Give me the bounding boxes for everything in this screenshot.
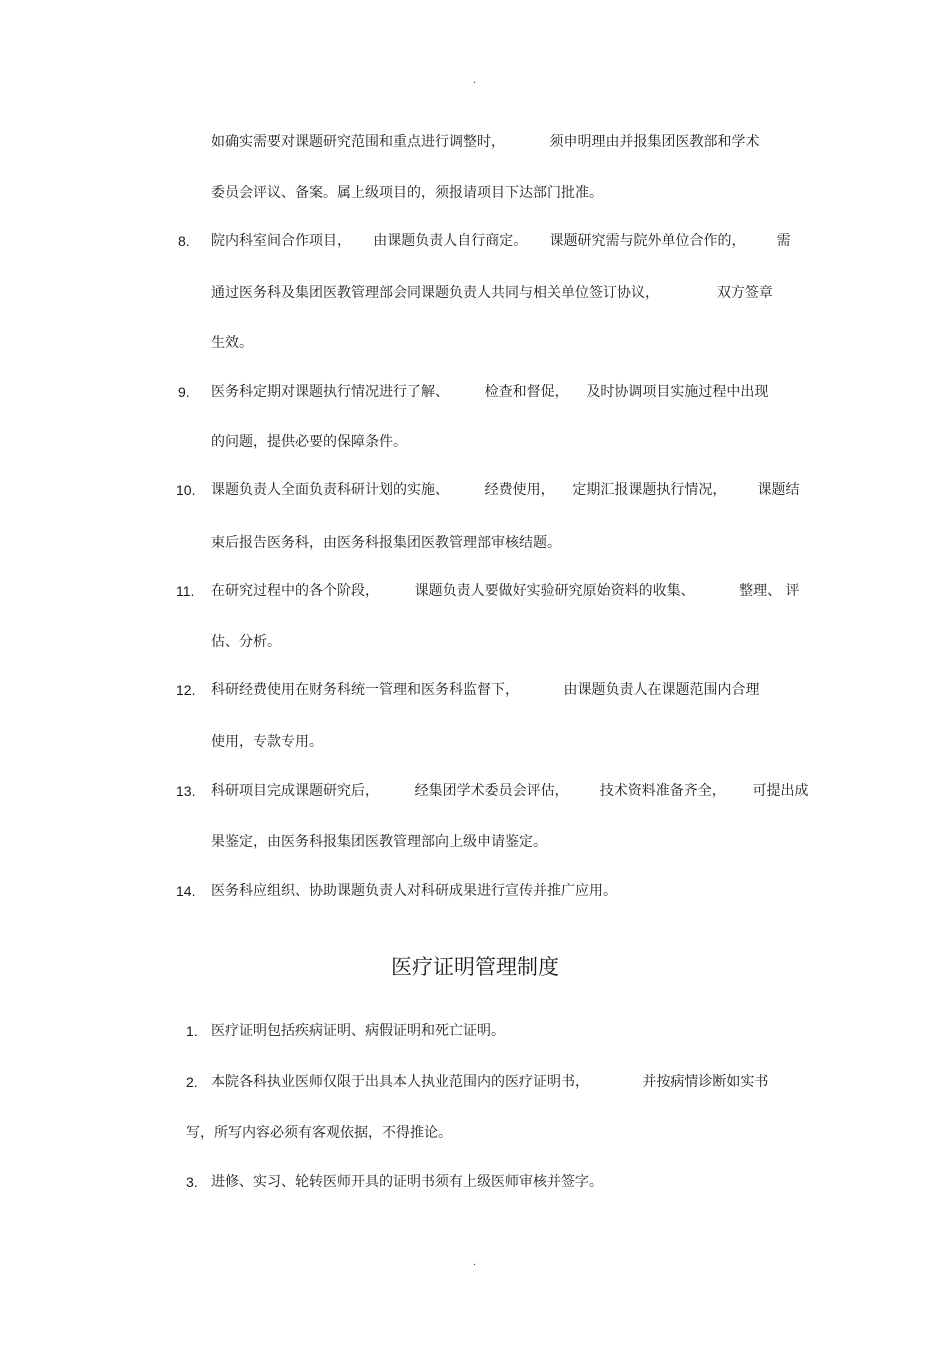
- item-line: 使用，专款专用。: [211, 734, 323, 750]
- section-title: 医疗证明管理制度: [391, 955, 559, 979]
- item-line: 果鉴定，由医务科报集团医教管理部向上级申请鉴定。: [211, 834, 547, 850]
- item-number: 3.: [186, 1174, 198, 1190]
- item-line: 在研究过程中的各个阶段， 课题负责人要做好实验研究原始资料的收集、 整理、 评: [211, 583, 800, 599]
- item-line: 医务科应组织、协助课题负责人对科研成果进行宣传并推广应用。: [211, 883, 617, 899]
- continuation-line-1: 如确实需要对课题研究范围和重点进行调整时， 须申明理由并报集团医教部和学术: [211, 134, 760, 150]
- item-number: 1.: [186, 1023, 198, 1039]
- item-line: 估、分析。: [211, 634, 281, 650]
- item-number: 13.: [176, 783, 196, 799]
- item-number: 11.: [176, 583, 195, 599]
- item-number: 9.: [178, 384, 190, 400]
- item-number: 2.: [186, 1074, 198, 1090]
- item-line: 通过医务科及集团医教管理部会同课题负责人共同与相关单位签订协议， 双方签章: [211, 285, 773, 301]
- item-line: 课题负责人全面负责科研计划的实施、 经费使用， 定期汇报课题执行情况， 课题结: [211, 482, 800, 498]
- header-page-mark: .: [473, 75, 477, 86]
- item-number: 10.: [176, 482, 196, 498]
- item-line: 医务科定期对课题执行情况进行了解、 检查和督促， 及时协调项目实施过程中出现: [211, 384, 769, 400]
- item-line: 的问题，提供必要的保障条件。: [211, 434, 407, 450]
- item-number: 8.: [178, 233, 190, 249]
- item-line: 科研项目完成课题研究后， 经集团学术委员会评估， 技术资料准备齐全， 可提出成: [211, 783, 809, 799]
- item-line: 科研经费使用在财务科统一管理和医务科监督下， 由课题负责人在课题范围内合理: [211, 682, 760, 698]
- item-line: 院内科室间合作项目， 由课题负责人自行商定。 课题研究需与院外单位合作的， 需: [211, 233, 791, 249]
- item-line: 束后报告医务科，由医务科报集团医教管理部审核结题。: [211, 535, 561, 551]
- footer-page-mark: .: [473, 1257, 477, 1268]
- item-line: 生效。: [211, 335, 253, 351]
- item-line: 写，所写内容必须有客观依据，不得推论。: [186, 1125, 452, 1141]
- item-line: 进修、实习、轮转医师开具的证明书须有上级医师审核并签字。: [211, 1174, 603, 1190]
- item-line: 本院各科执业医师仅限于出具本人执业范围内的医疗证明书， 并按病情诊断如实书: [211, 1074, 769, 1090]
- item-number: 12.: [176, 682, 196, 698]
- item-line: 医疗证明包括疾病证明、病假证明和死亡证明。: [211, 1023, 505, 1039]
- continuation-line-2: 委员会评议、备案。属上级项目的，须报请项目下达部门批准。: [211, 185, 603, 201]
- item-number: 14.: [176, 883, 196, 899]
